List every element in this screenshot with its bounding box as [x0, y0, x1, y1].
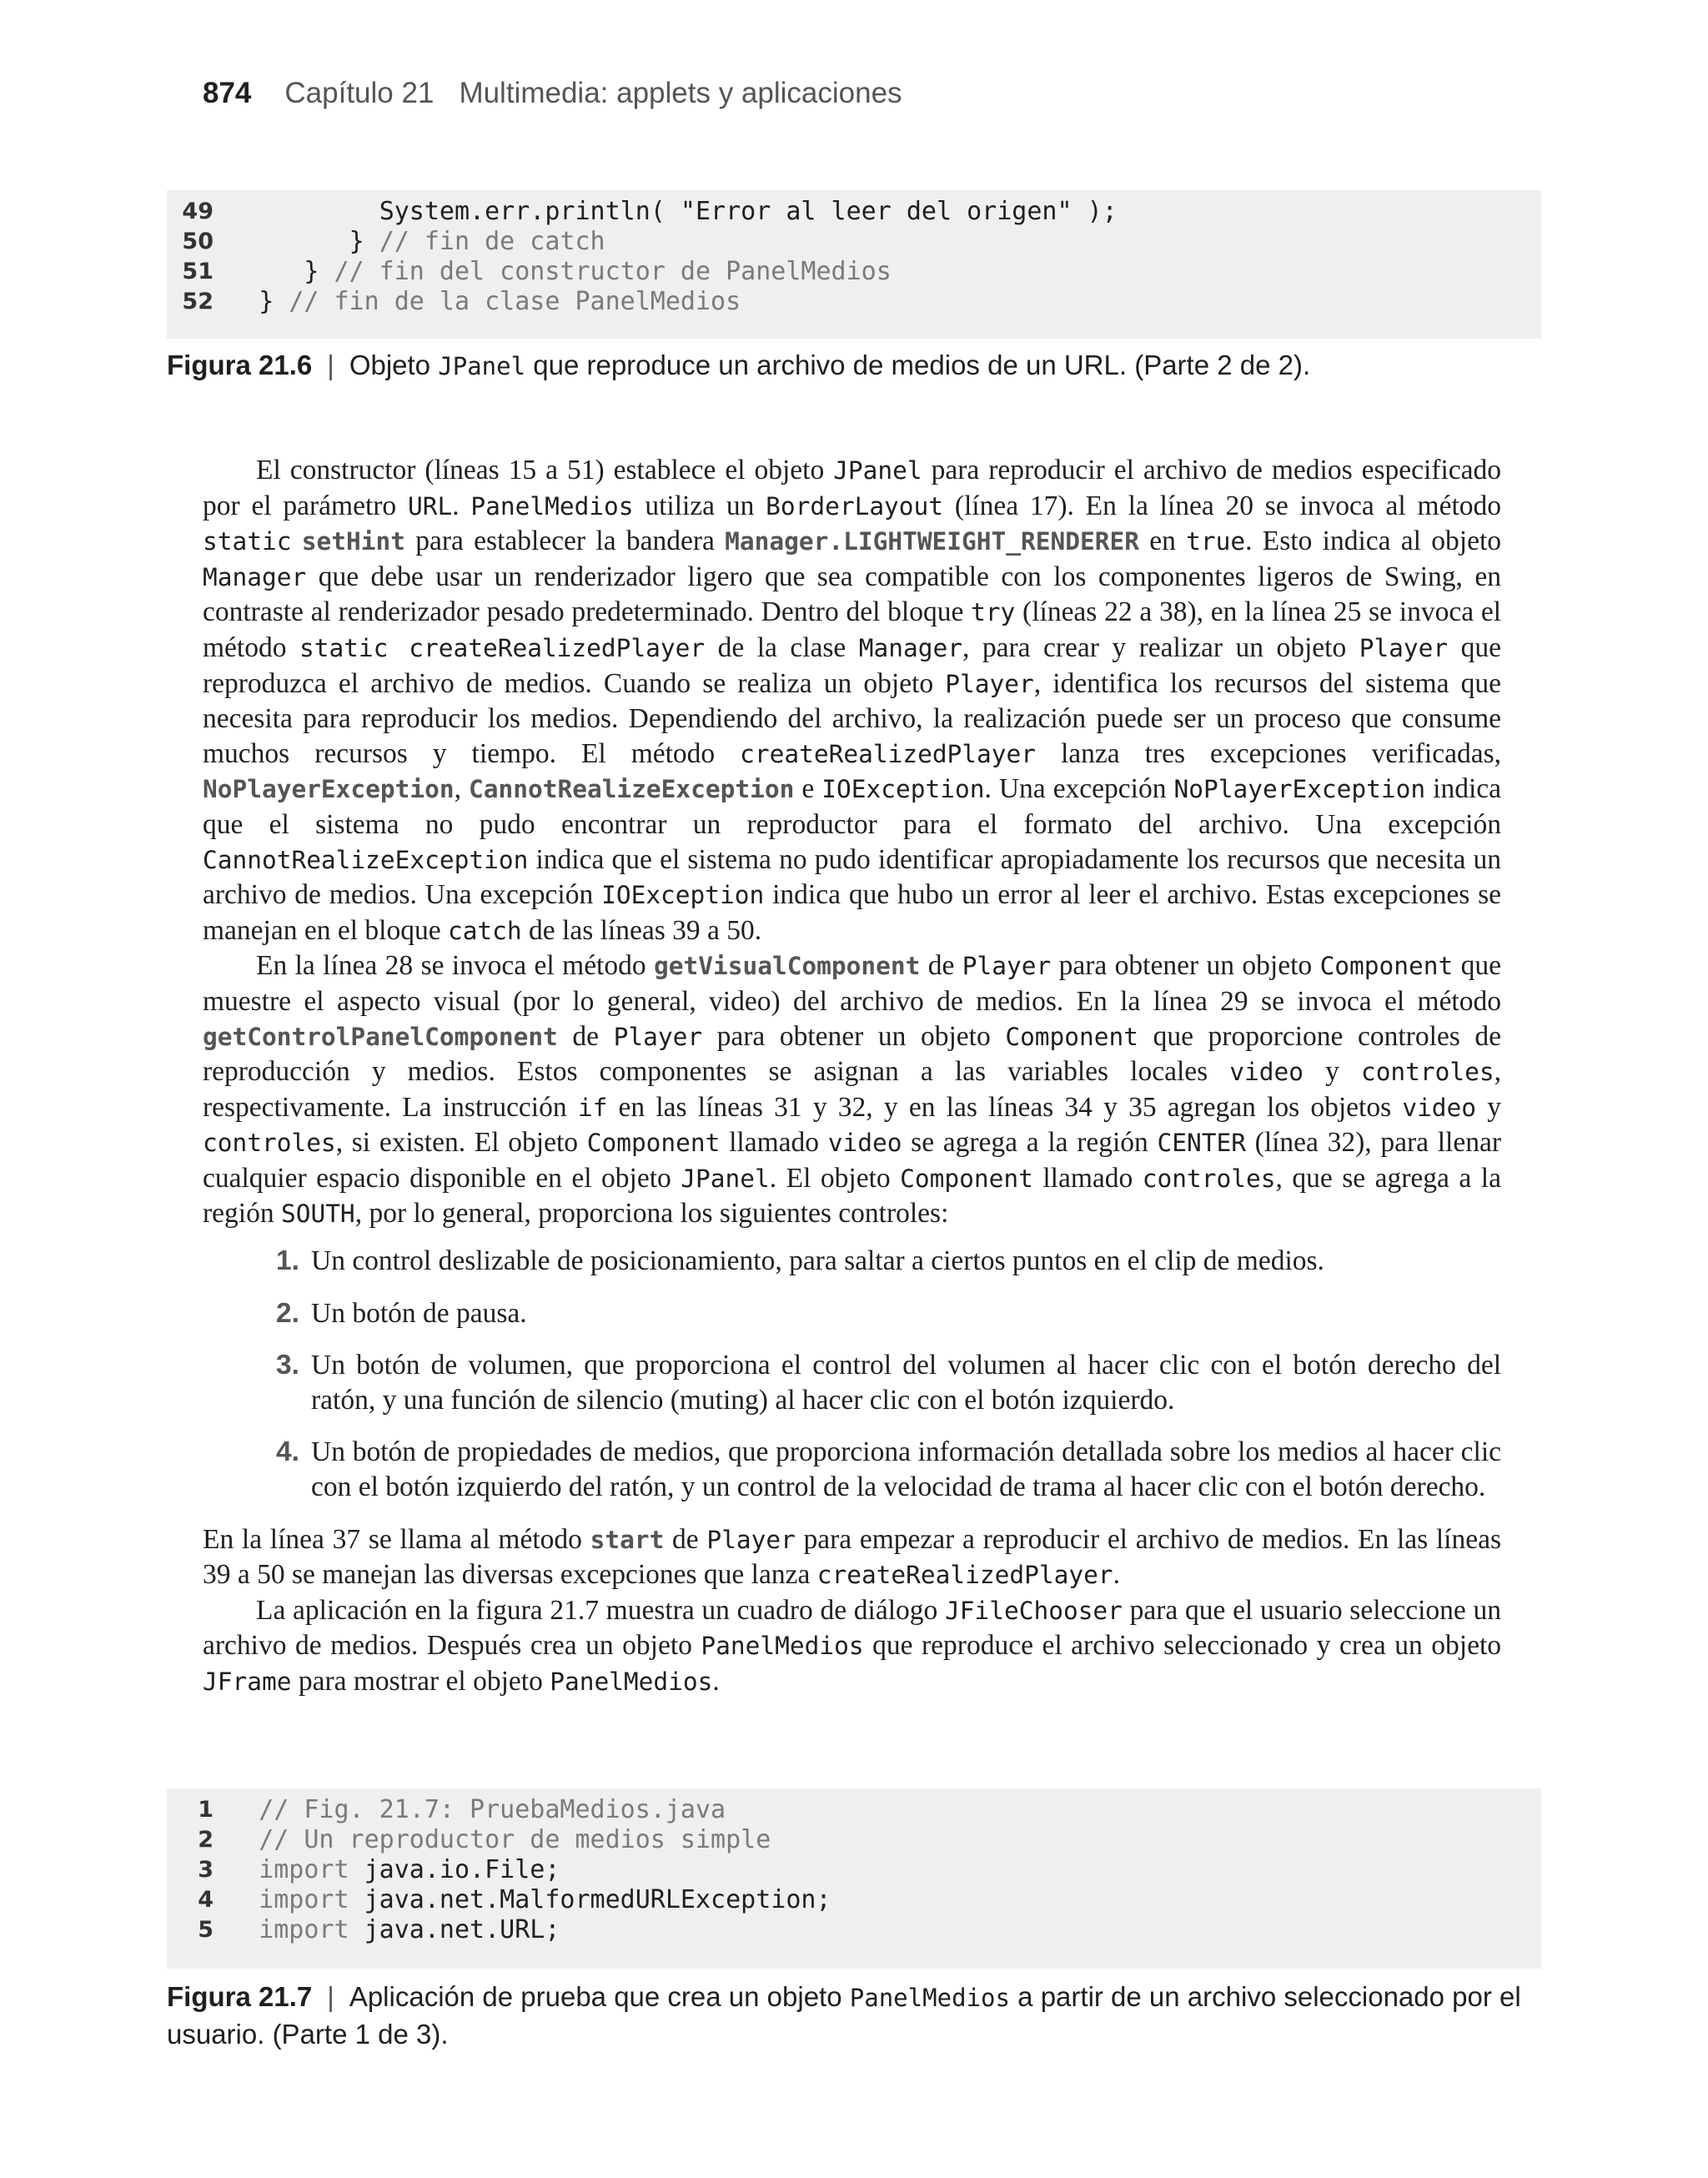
text-run: se agrega a la región: [902, 1127, 1158, 1159]
figure-caption-21-7: [167, 1979, 1551, 2053]
code-statement: System.err.println( "Error al leer del origen" );: [379, 197, 1118, 226]
text-run: ,: [454, 773, 470, 805]
text-run: indica que el sistema no pudo identificar apropiadamente los recursos que necesita un archivo de medios. Una excepción: [203, 843, 1501, 911]
line-number: 51: [182, 259, 214, 284]
code-statement: java.net.MalformedURLException;: [364, 1885, 831, 1914]
chapter-title: Multimedia: applets y aplicaciones: [459, 77, 902, 109]
inline-code: BorderLayout: [766, 491, 944, 521]
text-run: llamado: [1032, 1162, 1143, 1194]
caption-label: Figura 21.7: [167, 1981, 313, 2012]
inline-code: PanelMedios: [470, 491, 634, 521]
inline-code: controles: [1360, 1058, 1494, 1087]
page-number: 874: [203, 77, 252, 109]
paragraph: [203, 948, 1501, 1232]
code-text: [214, 287, 741, 317]
inline-code: JFrame: [203, 1667, 292, 1696]
code-statement: java.io.File;: [364, 1855, 560, 1884]
text-run: , identifica los recursos del sistema que necesita para reproducir los medios. Dependiendo del archivo, la realización puede ser un proceso que consume muchos recursos y tiempo. El método: [203, 667, 1501, 769]
text-run: para mostrar el objeto: [291, 1666, 550, 1697]
text-run: que proporcione controles de reproducción y medios. Estos componentes se asignan a las variables locales: [203, 1020, 1502, 1088]
inline-code: Player: [1359, 633, 1449, 662]
inline-code: JPanel: [833, 456, 922, 485]
code-line: [167, 1825, 1541, 1855]
line-number: 49: [182, 199, 214, 224]
list-text: Un botón de volumen, que proporciona el control del volumen al hacer clic con el botón derecho del ratón, y una función de silencio (muting) al hacer clic con el botón izquierdo.: [311, 1350, 1501, 1416]
line-number: 52: [182, 289, 214, 314]
line-number: 50: [182, 229, 214, 254]
line-number: 1: [198, 1797, 214, 1823]
list-item: [203, 1296, 1501, 1331]
inline-code: try: [971, 598, 1016, 627]
text-run: que debe usar un renderizador ligero que sea compatible con los componentes ligeros de Swing, en contraste al renderizador pesado predeterminado. Dentro del bloque: [203, 561, 1501, 628]
text-run: de: [920, 950, 962, 982]
code-line: [167, 1915, 1541, 1945]
inline-code: URL: [407, 491, 453, 521]
text-run: (línea 17). En la línea 20 se invoca al método: [943, 490, 1502, 521]
code-indent: [214, 1795, 259, 1824]
text-run: (líneas 22 a 38), en la línea 25 se invoca el método: [203, 596, 1501, 663]
text-run: lanza tres excepciones verificadas,: [1036, 737, 1501, 769]
text-run: llamado: [720, 1127, 828, 1159]
code-keyword: import: [259, 1855, 364, 1884]
code-indent: [214, 287, 259, 316]
inline-code: JPanel: [681, 1164, 770, 1193]
text-run: para que el usuario seleccione un archivo de medios. Después crea un objeto: [203, 1594, 1501, 1662]
inline-code: CENTER: [1157, 1129, 1246, 1158]
text-run: [291, 526, 301, 556]
text-run: La aplicación en la figura 21.7 muestra un cuadro de diálogo: [256, 1594, 946, 1626]
text-run: que muestre el aspecto visual (por lo general, video) del archivo de medios. En la línea 29 se invoca el método: [203, 950, 1502, 1017]
code-statement: }: [259, 287, 289, 316]
code-statement: java.net.URL;: [364, 1915, 560, 1944]
list-number: 2.: [276, 1297, 299, 1329]
inline-code: Player: [945, 669, 1034, 698]
text-run: de la clase: [705, 631, 859, 663]
caption-text-end: a partir de un archivo seleccionado por el usuario. (Parte 1 de 3).: [167, 1981, 1521, 2050]
text-run: y: [1476, 1091, 1501, 1123]
inline-code: Component: [586, 1129, 721, 1158]
code-line: [167, 1855, 1541, 1885]
chapter-label: Capítulo 21: [284, 77, 435, 109]
inline-code: IOException: [821, 775, 985, 804]
inline-code: true: [1186, 527, 1246, 556]
inline-code: createRealizedPlayer: [740, 739, 1037, 768]
text-run: El constructor (líneas 15 a 51) establece el objeto: [256, 455, 834, 485]
inline-code: Manager: [203, 562, 307, 591]
code-text: [214, 1885, 831, 1915]
inline-code: catch: [447, 916, 522, 945]
text-run: .: [452, 490, 471, 521]
paragraph: [203, 453, 1501, 948]
list-number: 1.: [276, 1245, 299, 1277]
running-head: [203, 77, 902, 110]
code-text: [214, 1855, 560, 1885]
code-indent: [214, 197, 379, 226]
text-run: e: [794, 773, 822, 805]
text-run: En la línea 28 se invoca el método: [256, 950, 655, 982]
caption-separator: |: [327, 1981, 334, 2012]
line-number: 4: [198, 1887, 214, 1913]
text-run: para reproducir el archivo de medios especificado por el parámetro: [203, 455, 1502, 521]
list-item: [203, 1348, 1501, 1417]
code-indent: [214, 227, 349, 256]
text-run: , para crear y realizar un objeto: [962, 631, 1359, 663]
code-comment: // Un reproductor de medios simple: [259, 1825, 771, 1854]
inline-code: createRealizedPlayer: [816, 1561, 1113, 1590]
caption-label: Figura 21.6: [167, 350, 313, 380]
inline-code-bold: CannotRealizeException: [469, 775, 795, 804]
text-run: . Esto indica al objeto: [1245, 526, 1502, 557]
text-run: , que se agrega a la región: [203, 1162, 1501, 1230]
code-comment: // fin de la clase PanelMedios: [289, 287, 741, 316]
inline-code-bold: Manager.LIGHTWEIGHT_RENDERER: [725, 527, 1139, 556]
text-run: En la línea 37 se llama al método: [203, 1523, 590, 1555]
code-text: [214, 197, 1118, 227]
inline-code-bold: start: [590, 1525, 665, 1554]
code-comment: // fin del constructor de PanelMedios: [334, 257, 892, 286]
code-line: [167, 1885, 1541, 1915]
caption-text: Objeto: [349, 350, 439, 380]
code-line: [167, 257, 1541, 287]
code-listing-fig-21-6: [167, 190, 1541, 339]
controls-list: [203, 1244, 1501, 1505]
text-run: para obtener un objeto: [1051, 950, 1320, 982]
text-run: .: [1113, 1559, 1120, 1591]
text-run: indica que el sistema no pudo encontrar un reproductor para el formato del archivo. Una excepción: [203, 773, 1502, 840]
list-text: Un botón de pausa.: [311, 1297, 527, 1329]
inline-code: controles: [1142, 1164, 1276, 1193]
text-run: de las líneas 39 a 50.: [521, 914, 762, 946]
inline-code: NoPlayerException: [1173, 775, 1426, 804]
inline-code: SOUTH: [280, 1200, 355, 1229]
code-indent: [214, 1825, 259, 1854]
paragraph: [203, 1522, 1501, 1593]
caption-code: JPanel: [438, 352, 526, 380]
text-run: en las líneas 31 y 32, y en las líneas 34 y 35 agregan los objetos: [607, 1091, 1403, 1123]
text-run: utiliza un: [633, 490, 766, 521]
figure-caption-21-6: [167, 347, 1551, 385]
inline-code: Component: [1319, 952, 1454, 981]
text-run: (línea 32), para llenar cualquier espacio disponible en el objeto: [203, 1127, 1501, 1194]
text-run: que reproduzca el archivo de medios. Cuando se realiza un objeto: [203, 631, 1502, 699]
text-run: de: [664, 1523, 707, 1555]
text-run: , si existen. El objeto: [335, 1127, 587, 1159]
list-item: [203, 1244, 1501, 1279]
code-statement: }: [349, 227, 379, 256]
code-indent: [214, 1855, 259, 1884]
list-number: 4.: [276, 1436, 299, 1468]
text-run: para establecer la bandera: [404, 526, 726, 557]
code-text: [214, 257, 892, 287]
inline-code-bold: NoPlayerException: [203, 775, 455, 804]
inline-code: PanelMedios: [701, 1632, 864, 1661]
code-line: [167, 227, 1541, 257]
list-text: Un botón de propiedades de medios, que proporciona información detallada sobre los medios al hacer clic con el botón izquierdo del ratón, y un control de la velocidad de trama al hacer clic con el botón derecho.: [311, 1436, 1501, 1503]
inline-code: video: [827, 1129, 902, 1158]
text-run: indica que hubo un error al leer el archivo. Estas excepciones se manejan en el bloque: [203, 879, 1502, 946]
code-indent: [214, 1885, 259, 1914]
list-text: Un control deslizable de posicionamiento, para saltar a ciertos puntos en el clip de medios.: [311, 1245, 1324, 1277]
code-keyword: import: [259, 1915, 364, 1944]
inline-code: Manager: [858, 633, 962, 662]
code-statement: }: [304, 257, 334, 286]
code-line: [167, 197, 1541, 227]
code-text: [214, 227, 605, 257]
inline-code-bold: getControlPanelComponent: [203, 1022, 558, 1051]
inline-code: Player: [613, 1022, 703, 1051]
list-item: [203, 1435, 1501, 1504]
code-text: [214, 1825, 771, 1855]
inline-code: JFileChooser: [945, 1596, 1123, 1625]
line-number: 3: [198, 1857, 214, 1883]
inline-code: if: [577, 1093, 608, 1122]
inline-code: Player: [706, 1525, 796, 1554]
inline-code-bold: setHint: [301, 527, 405, 556]
code-listing-fig-21-7: [167, 1788, 1541, 1969]
code-comment: // fin de catch: [379, 227, 605, 256]
inline-code: static createRealizedPlayer: [299, 633, 706, 662]
line-number: 2: [198, 1827, 214, 1853]
code-keyword: import: [259, 1885, 364, 1914]
inline-code: video: [1229, 1058, 1304, 1087]
list-number: 3.: [276, 1350, 299, 1381]
inline-code: static: [203, 527, 292, 556]
inline-code: IOException: [601, 881, 765, 910]
inline-code: PanelMedios: [550, 1667, 713, 1696]
caption-text-end: que reproduce un archivo de medios de un URL. (Parte 2 de 2).: [525, 350, 1311, 380]
code-indent: [214, 1915, 259, 1944]
text-run: que reproduce el archivo seleccionado y crea un objeto: [863, 1630, 1501, 1662]
text-run: en: [1138, 526, 1187, 557]
code-text: [214, 1795, 726, 1825]
inline-code: CannotRealizeException: [203, 845, 529, 874]
code-indent: [214, 257, 304, 286]
text-run: para empezar a reproducir el archivo de medios. En las líneas 39 a 50 se manejan las diversas excepciones que lanza: [203, 1523, 1502, 1591]
caption-code: PanelMedios: [849, 1984, 1011, 2012]
text-run: , respectivamente. La instrucción: [203, 1056, 1502, 1123]
inline-code: Component: [900, 1164, 1033, 1193]
code-comment: // Fig. 21.7: PruebaMedios.java: [259, 1795, 726, 1824]
inline-code: Component: [1005, 1022, 1139, 1051]
caption-separator: |: [327, 350, 334, 380]
caption-text: Aplicación de prueba que crea un objeto: [349, 1981, 850, 2012]
text-run: para obtener un objeto: [702, 1020, 1006, 1052]
inline-code-bold: getVisualComponent: [654, 952, 921, 981]
text-run: . El objeto: [769, 1162, 901, 1194]
line-number: 5: [198, 1917, 214, 1943]
inline-code: video: [1402, 1093, 1477, 1122]
text-run: . Una excepción: [984, 773, 1174, 805]
inline-code: controles: [203, 1129, 336, 1158]
code-text: [214, 1915, 560, 1945]
text-run: .: [712, 1666, 720, 1697]
inline-code: Player: [962, 952, 1052, 981]
paragraph: [203, 1593, 1501, 1700]
text-run: , por lo general, proporciona los siguientes controles:: [354, 1198, 949, 1230]
text-run: de: [557, 1020, 614, 1052]
code-line: [167, 1795, 1541, 1825]
text-run: y: [1304, 1056, 1361, 1088]
code-line: [167, 287, 1541, 317]
body-text: [203, 453, 1501, 1700]
